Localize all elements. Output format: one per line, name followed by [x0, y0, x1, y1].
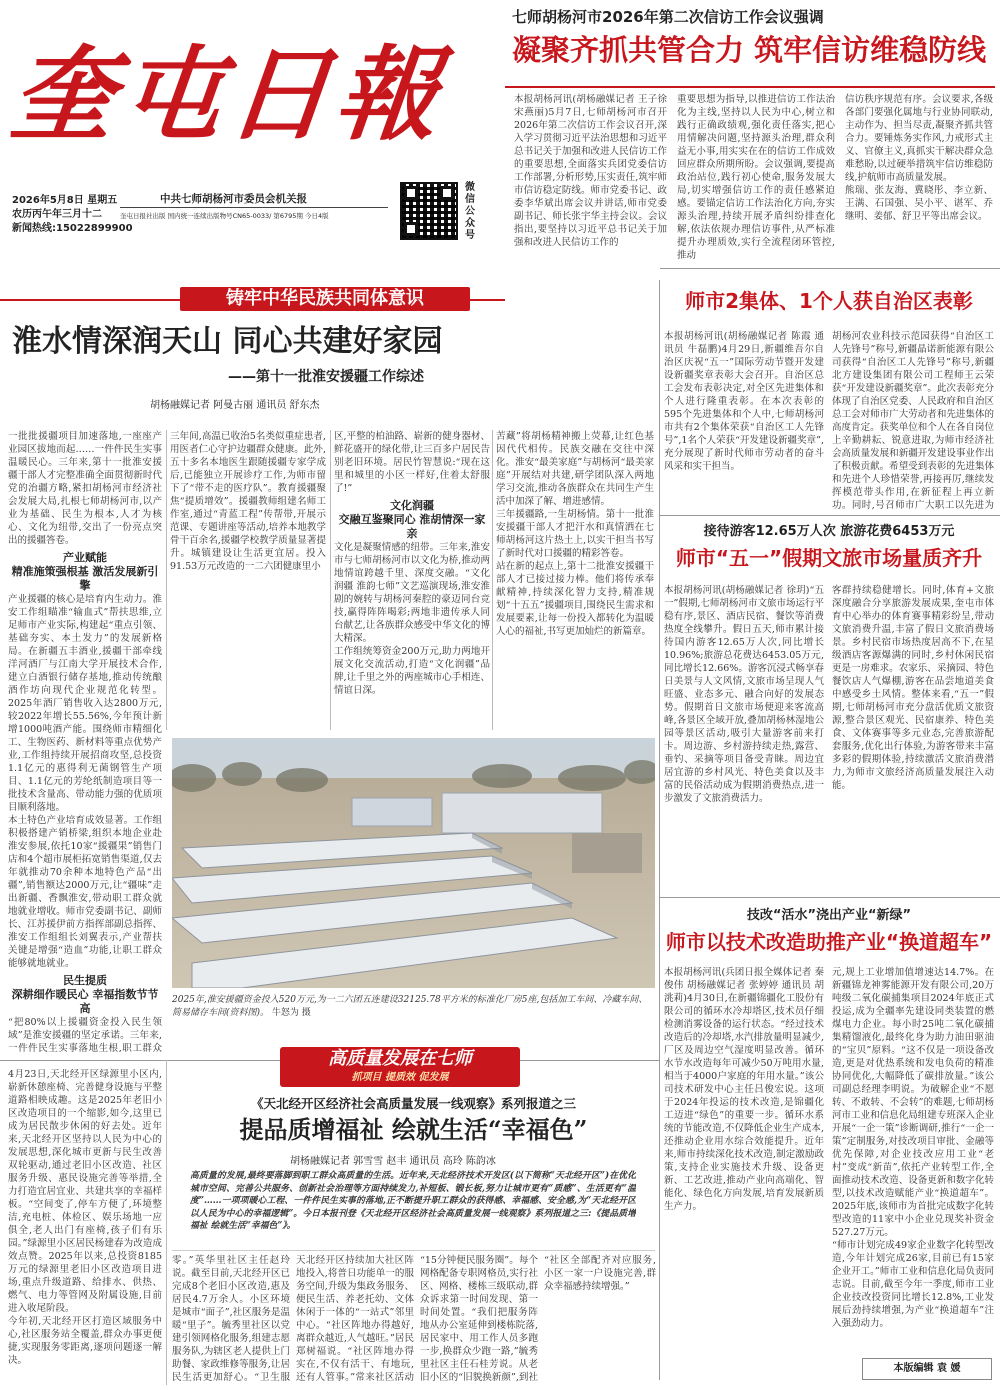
- dev-column-2: 天北经开区持续加大社区阵地投入,将普日功能单一的服务空间,升级为集政务服务、便民生活、养老托幼、文体休闲于一体的“一站式”邻里中心。“社区阵地办得越好,离群众越近,人气越旺。”居民郑树福说。“社区阵地办得实在,不仅有活干、有地玩,还有人管事。”常来社区活动: [296, 1255, 414, 1383]
- feature-column-4: 苦藏”将胡杨精神搬上荧幕,让红色基因代代相传。民族交融在交往中深化。淮安“最美家庭”与胡杨河“最美家庭”开展结对共建,研学团队深入两地学习交流,推动各族群众在共同生产生活中加深了解、增进感情。 三年援疆路,一生胡杨情。第十一批淮安援疆干部人才把汗水和真情洒在七师胡杨河这片热土上,以实干担当书写了新时代对口援疆的精彩答卷。 站在新的起点上,第十二批淮安援疆干部人才已接过接力棒。他们将传承奉献精神,持续深化智力支持,精准规划“十五五”援疆项目,围绕民生需求和发展要素,让每一份投入都转化为温暖人心的福祉,书写更加灿烂的新篇章。: [496, 431, 654, 637]
- dev-intro: 高质量的发展,最终要落脚到职工群众高质量的生活。近年来,天北经济技术开发区(以下简称“天北经开区”)在优化城市空间、完善公共服务、创新社会治理等方面持续发力,补短板、锻长板,努力让城市更有“质感”、生活更有“温度”……一项项暖心工程、一件件民生实事的落地,正不断提升职工群众的获得感、幸福感、安全感,为“天北经开区以人民为中心的幸福逻辑”。今日本报刊登《天北经开区经济社会高质量发展一线观察》系列报道之三:《提品质增福祉 绘就生活“幸福色”》。: [190, 1171, 636, 1231]
- award-headline: 师市2集体、1个人获自治区表彰: [685, 289, 973, 313]
- news-hotline: 新闻热线:15022899900: [12, 223, 133, 234]
- photo-caption: 2025年,淮安援疆资金投入520万元,为一二六团五连建设32125.78平方米的标准化厂房5座,包括加工车间、冷藏车间、简易储存车间(资料图)。 牛怒为 摄: [172, 995, 648, 1018]
- feature-subheadline: ——第十一批淮安援疆工作综述: [228, 369, 424, 385]
- dev-headline: 提品质增福祉 绘就生活“幸福色”: [239, 1115, 588, 1144]
- lead-column-3: 信访秩序规范有序。会议要求,各级各部门要强化属地与行业协同联动,主动作为、担当尽责,凝聚齐抓共管合力。要锤炼务实作风,力戒形式主义、官僚主义,真抓实干解决群众急难愁盼,以过硬举措筑牢信访维稳防线,护航师市高质量发展。 熊瑞、张友海、冀晓彤、李立新、王满、石国强、吴小平、谌军、乔继明、姜郁、舒卫平等出席会议。: [845, 94, 993, 222]
- sponsor-line: 中共七师胡杨河市委员会机关报: [160, 193, 307, 205]
- feature-byline: 胡杨融媒记者 阿曼古丽 通讯员 舒东杰: [150, 400, 320, 411]
- minzu-banner: 铸牢中华民族共同体意识: [180, 287, 470, 311]
- wechat-label: 微信公众号: [465, 182, 475, 241]
- tech-kicker: 技改“活水”浇出产业“新绿”: [746, 908, 912, 923]
- dev-column-4: “社区全部配齐对应服务,小区一家一户设施完善,群众幸福感持续增强。”: [544, 1255, 656, 1292]
- tourism-column-1: 本报胡杨河讯(胡杨融媒记者 徐玥)“五一”假期,七师胡杨河市文旅市场运行平稳有序,景区、酒店民宿、餐饮等消费热度全线攀升。假日五天,师市累计接待国内游客12.65万人次,同比增长10.96%;旅游总花费达6453.05万元,同比增长12.66%。游客沉浸式畅享春日美景与人文风情,文旅市场呈现人气旺盛、业态多元、融合向好的发展态势。假期首日文旅市场便迎来客流高峰,各景区全域开放,叠加胡杨林湿地公园等景区活动,吸引大量游客前来打卡。周边游、乡村游持续走热,露营、垂钓、采摘等项目备受青睐。周边宜居宜游的乡村风光、特色美食以及丰富的民俗活动成为假期消费热点,进一步激发了文旅消费活力。: [664, 585, 824, 804]
- tourism-kicker: 接待游客12.65万人次 旅游花费6453万元: [703, 524, 955, 539]
- dev-left-column: 4月23日,天北经开区绿源里小区内,崭新休憩座椅、完善健身设施与平整道路相映成趣。这是2025年老旧小区改造项目的一个缩影,如今,这里已成为居民散步休闲的好去处。近年来,天北经开区坚持以人民为中心的发展思想,深化城市更新与民生改善双轮驱动,通过老旧小区改造、社区服务升级、惠民设施完善等举措,全力打造宜居宜业、共建共享的幸福样板。“空间变了,停车方便了,环境整洁,充电桩、体检区、娱乐场地一应俱全,老人出门有座椅,孩子们有乐园。”绿源里小区居民杨建春为改造成效点赞。2025年以来,总投资8185万元的绿源里老旧小区改造项目进场,重点升级道路、给排水、供热、燃气、电力等管网及附属设施,目前进入收尾阶段。 今年初,天北经开区打造区域服务中心,社区服务站全覆盖,群众办事更便捷,实现服务零距离,逐项问题逐一解决。: [8, 1069, 162, 1366]
- dev-banner: 高质量发展在七师 抓项目 提质效 促发展: [280, 1047, 520, 1087]
- dev-column-1: 零。”英华里社区主任赵玲说。截至目前,天北经开区已完成8个老旧小区改造,惠及居民4.7万余人。小区环境是城市“面子”,社区服务是温暖“里子”。毓秀里社区以党建引领网格化服务,组建志愿服务队,为辖区老人提供上门助餐、家政维修等服务,让居民生活更加舒心。“卫生服: [172, 1255, 290, 1383]
- lead-column-2: 重要思想为指导,以推进信访工作法治化为主线,坚持以人民为中心,树立和践行正确政绩观,强化责任落实,把心用情解决问题,坚持源头治理,群众利益无小事,用实实在在的信访工作成效回应群众所期所盼。会议强调,要提高政治站位,践行初心使命,服务发展大局,切实增强信访工作的责任感紧迫感。要锚定信访工作法治化方向,夯实源头治理,持续开展矛盾纠纷排查化解,依法依规办理信访事件,从严标准提升办理质效,实行全流程闭环管控,推动: [677, 94, 835, 261]
- lead-column-1: 本报胡杨河讯(胡杨融媒记者 王子徐 宋燕丽)5月7日,七师胡杨河市召开2026年第二次信访工作会议召开,深入学习贯彻习近平法治思想和习近平总书记关于加强和改进人民信访工作的重要思想,全面落实兵团党委信访工作部署,分析形势,压实责任,筑牢师市信访稳定防线。师市党委书记、政委李华斌出席会议并讲话,师市党委副书记、师长张宇华主持会议。会议指出,要坚持以习近平总书记关于加强和改进人民信访工作的: [514, 94, 667, 248]
- lead-kicker: 七师胡杨河市2026年第二次信访工作会议强调: [512, 8, 824, 26]
- masthead: [0, 0, 500, 285]
- tech-column-1: 本报胡杨河讯(兵团日报全媒体记者 秦俊伟 胡杨融媒记者 张婷婷 通讯员 胡洮莉)4月30日,在新疆锦疆化工股份有限公司的循环水冷却塔区,技术员仔细检测消雾设备的运行状态。“经过技术改造后的冷却塔,水汽排放量明显减少,厂区及周边空气湿度明显改善。循环水节水改造每年可减少50万吨用水量,相当于4000户家庭的年用水量。”该公司技术研发中心主任吕俊宏说。这项于2024年投运的技术改造,是锦疆化工迈进“绿色”的重要一步。循环水系统的节能改造,不仅降低企业生产成本,还推动企业用水综合效能提升。近年来,师市持续深化技术改造,制定激励政策,支持企业实施技术升级、设备更新、工艺改进,推动产业向高端化、智能化、绿色化方向发展,培育发展新质生产力。: [664, 967, 824, 1212]
- wechat-qr-icon: [400, 182, 458, 240]
- feature-column-1: 一批批援疆项目加速落地,一座座产业园区拔地而起……一件件民生实事温暖民心。三年来,第十一批淮安援疆干部人才完整准确全面贯彻新时代党的治疆方略,紧扣胡杨河市经济社会发展大局,扎根七师胡杨河市,以产业为基础、民生为根本,人才为核心、文化为纽带,交出了一份亮点突出的援疆答卷。 产业赋能 精准施策强根基 激活发展新引擎 产业援疆的核心是培育内生动力。淮安工作组瞄准“输血式”帮扶思维,立足师市产业实际,构建起“重点引领、基础夯实、本土发力”的发展新格局。在新疆五丰酒业,援疆干部牵线洋河酒厂与江南大学开展技术合作,建立白酒银行储存基地,推动传统酿酒作坊向现代企业规范化转型。2025年酒厂销售收入达2800万元,较2022年增长55.56%,今年预计新增1000吨酒产能。围绕师市精细化工、生物医药、新材料等重点优势产业,工作组持续开展招商攻坚,总投资1.1亿元的惠得利无菌钢管生产项目、1.1亿元的芳纶纸制造项目等一批技术含量高、带动能力强的优质项目顺利落地。 本土特色产业培育成效显著。工作组积极搭建产销桥梁,组织本地企业赴淮安参展,依托10家“援疆果”销售门店和4个超市展柜拓宽销售渠道,仅去年就推动70余种本地特色产品“出疆”,销售额达2000万元,让“疆味”走出新疆、香飘淮安,带动职工群众就地就业增收。师市党委副书记、副师长、江苏援伊前方指挥部副总指挥、淮安工作组组长刘翼表示,产业帮扶关键是增强“造血”功能,让职工群众能够就地就业。 民生提质 深耕细作暖民心 幸福指数节节高 “把80%以上援疆资金投入民生领域”是淮安援疆的坚定承诺。三年来,一件件民生实事落地生根,职工群众: [8, 431, 162, 1052]
- feature-column-3: 区,平整的柏油路、崭新的健身器材、鲜花盛开的绿化带,让三百多户居民告别老旧环境。居民竹智慧说:“现在这里和城里的小区一样好,住着太舒服了!” 文化润疆 交融互鉴聚同心 淮胡情深一家亲 文化是凝聚情感的纽带。三年来,淮安市与七师胡杨河市以文化为桥,推动两地情谊跨越千里、深度交融。“文化润疆 淮韵七师”文艺巡演现场,淮安淮剧的婉转与胡杨河秦腔的豪迈同台竞技,赢得阵阵喝彩;两地非遗传承人同台献艺,让各族群众感受中华文化的博大精深。 工作组统筹资金200万元,助力两地开展文化交流活动,打造“文化润疆”品牌,让千里之外的两座城市心手相连、情谊日深。: [334, 431, 490, 696]
- feature-column-2: 三年间,高温已收治5名类似重症患者,用医者仁心守护边疆群众健康。此外,五十多名本地医生跟随援疆专家学成后,已能独立开展诊疗工作,为师市留下了“带不走的医疗队”。教育援疆聚焦“提质增效”。援疆教师组建名师工作室,通过“青蓝工程”传帮带,开展示范课、专题讲座等活动,培养本地教学骨干百余名,援疆学校教学质量显著提升。城镇建设让生活更宜居。投入91.53万元改造的一二六团健康里小: [170, 431, 326, 572]
- tech-column-2: 元,规上工业增加值增速达14.7%。在新疆锦龙神雾能源开发有限公司,20万吨级二氧化碳捕集项目2024年底正式投运,成为全疆率先建设同类装置的燃煤电力企业。每小时25吨二氧化碳捕集精馏液化,最终化身为助力油田驱油的“宝贝”原料。“这不仅是一项设备改造,更是对优热系统和发电负荷的精准协同优化,大幅降低了碳排放量。”该公司副总经理李明说。为破解企业“不愿转、不敢转、不会转”的难题,七师胡杨河市工业和信息化局组建专班深入企业开展“一企一策”诊断调研,推行“一企一策”定制服务,对技改项目审批、金融等优先保障,对企业技改应用工业“老村”变成“新苗”,依托产业转型工作,全面推动技术改造、设备更新和数字化转型,以技术改造赋能产业“换道超车”。2025年底,该师市为首批完成数字化转型改造的11家中小企业兑现奖补资金527.27万元。 “师市计划完成49家企业数字化转型改造,今年计划完成26家,目前已有15家企业开工。”师市工业和信息化局负责同志说。目前,截至今年一季度,师市工业企业技改投资同比增长12.8%,工业发展后劲持续增强,为产业“换道超车”注入强劲动力。: [832, 967, 994, 1329]
- lead-headline: 凝聚齐抓共管合力 筑牢信访维稳防线: [512, 33, 987, 67]
- feature-headline: 淮水情深润天山 同心共建好家园: [12, 324, 443, 359]
- publication-info: 奎屯日报社出版 国内统一连续出版物号CN65-0033/ 第6795期 今日4版: [120, 212, 329, 220]
- award-column-2: 胡杨河农业科技示范园获得“自治区工人先锋号”称号,新疆晶诺新能源有限公司获得“自治区工人先锋号”称号,新疆北方建设集团有限公司工程师王云荣获“开发建设新疆奖章”。此次表彰充分体现了自治区党委、人民政府和自治区总工会对师市广大劳动者和先进集体的高度肯定。获奖单位和个人在各自岗位上辛勤耕耘、锐意进取,为师市经济社会高质量发展和新疆开发建设事业作出了积极贡献。希望受到表彰的先进集体和先进个人珍惜荣誉,再接再厉,继续发挥模范带头作用,在新征程上再立新功。同时,号召师市广大职工以先进为: [832, 331, 994, 510]
- dev-kicker: 《天北经开区经济社会高质量发展一线观察》系列报道之三: [250, 1096, 576, 1111]
- page-editor: 本版编辑 袁 媛: [862, 1358, 992, 1380]
- greenhouse-photo: [172, 738, 655, 988]
- tourism-headline: 师市“五一”假期文旅市场量质齐升: [675, 546, 983, 570]
- dev-column-3: “15分钟便民服务圈”。每个网格配备专职网格员,实行社区、网格、楼栋三级联动,群众诉求第一时间发现、第一时间处置。“我们把服务阵地从办公室延伸到楼栋院落,居民家中、用工作人员多跑一步,换群众少跑一路,”毓秀里社区主任石桂芳说。从老旧小区的“旧貌换新颜”,到社: [420, 1255, 538, 1383]
- award-column-1: 本报胡杨河讯(胡杨融媒记者 陈霞 通讯员 牛磊鹏)4月29日,新疆维吾尔自治区庆祝“五一”国际劳动节暨开发建设新疆奖章表彰大会召开。自治区总工会发布表彰决定,对全区先进集体和个人进行隆重表彰。在本次表彰的595个先进集体和个人中,七师胡杨河市共有2个集体荣获“自治区工人先锋号”,1名个人荣获“开发建设新疆奖章”,充分展现了新时代师市劳动者的奋斗风采和实干担当。: [664, 331, 824, 472]
- tourism-column-2: 客群持续稳健增长。同时,体育+文旅深度融合分享旅游发展成果,奎屯市体育中心举办的体育赛事精彩纷呈,带动文旅消费升温,丰富了假日文旅消费场景。乡村民宿市场热度居高不下,在星级酒店客源爆满的同时,乡村休闲民宿更是一房难求。农家乐、采摘园、特色餐饮店人气爆棚,游客在品尝地道美食中感受乡土风情。整体来看,“五一”假期,七师胡杨河市充分盘活优质文旅资源,整合景区观光、民宿康养、特色美食、文体赛事等多元业态,完善旅游配套服务,优化出行体验,为游客带来丰富多彩的假期体验,持续激活文旅消费潜力,为师市文旅经济高质量发展注入动能。: [832, 585, 994, 791]
- issue-date: 2026年5月8日 星期五: [12, 195, 118, 206]
- lunar-date: 农历丙午年三月十二: [12, 209, 102, 220]
- photo-credit: 牛怒为 摄: [271, 1008, 311, 1018]
- newspaper-logo: 奎屯日報: [5, 35, 451, 155]
- tech-headline: 师市以技术改造助推产业“换道超车”: [665, 930, 993, 954]
- dev-byline: 胡杨融媒记者 郭雪雪 赵丰 通讯员 高玲 陈韵冰: [290, 1156, 496, 1167]
